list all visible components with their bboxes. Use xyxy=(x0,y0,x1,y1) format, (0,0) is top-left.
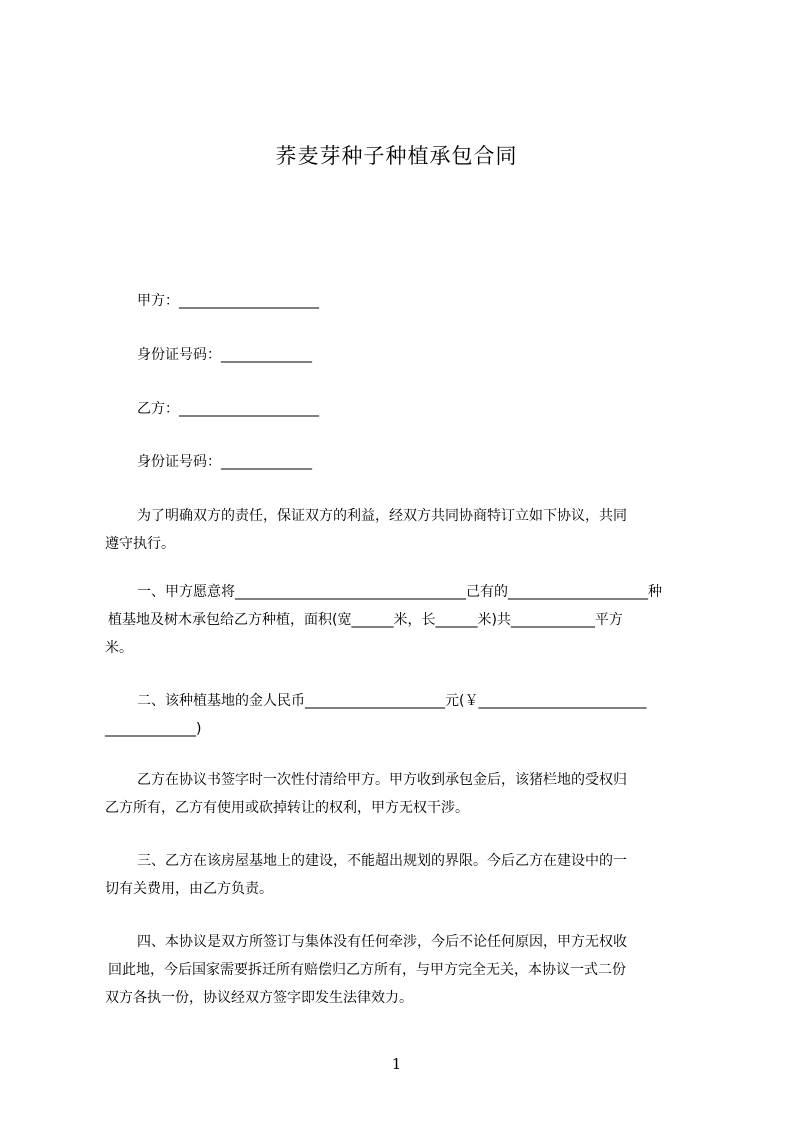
paragraph-line: 米。 xyxy=(105,640,133,656)
party-b-id-field: 身份证号码：_____________ xyxy=(137,454,312,470)
paragraph-line: 植基地及树木承包给乙方种植，面积(宽______米，长______米)共____________平方 xyxy=(108,612,623,628)
clause-4-paragraph xyxy=(105,928,703,1012)
paragraph-line: 为了明确双方的责任，保证双方的利益，经双方共同协商特订立如下协议，共同 xyxy=(137,508,627,524)
clause-3-paragraph xyxy=(105,847,703,903)
party-a-field: 甲方：____________________ xyxy=(137,293,319,309)
party-b-field: 乙方：____________________ xyxy=(137,401,319,417)
document-title: 荞麦芽种子种植承包合同 xyxy=(275,144,518,168)
paragraph-line: 乙方在协议书签字时一次性付清给甲方。甲方收到承包金后，该猪栏地的受权归 xyxy=(137,772,627,788)
paragraph-line: 二、该种植基地的金人民币____________________元(￥________________________ xyxy=(137,693,647,709)
party-a-id-field: 身份证号码：_____________ xyxy=(137,347,312,363)
intro-paragraph xyxy=(105,502,703,558)
page-number: 1 xyxy=(391,1055,402,1073)
payment-paragraph xyxy=(105,766,703,822)
paragraph-line: 乙方所有，乙方有使用或砍掉转让的权利，甲方无权干涉。 xyxy=(105,800,469,816)
paragraph-line: 遵守执行。 xyxy=(105,536,175,552)
paragraph-line: _____________) xyxy=(105,721,202,737)
clause-2-paragraph xyxy=(105,687,703,743)
paragraph-line: 三、乙方在该房屋基地上的建设，不能超出规划的界限。今后乙方在建设中的一 xyxy=(137,853,627,869)
paragraph-line: 四、本协议是双方所签订与集体没有任何牵涉，今后不论任何原因，甲方无权收 xyxy=(137,934,627,950)
clause-1-paragraph xyxy=(105,578,703,662)
paragraph-line: 回此地，今后国家需要拆迁所有赔偿归乙方所有，与甲方完全无关，本协议一式二份 xyxy=(108,962,626,978)
paragraph-line: 双方各执一份，协议经双方签字即发生法律效力。 xyxy=(105,990,413,1006)
paragraph-line: 切有关费用，由乙方负责。 xyxy=(105,881,273,897)
paragraph-line: 一、甲方愿意将_________________________________己有的____________________种 xyxy=(137,584,662,600)
